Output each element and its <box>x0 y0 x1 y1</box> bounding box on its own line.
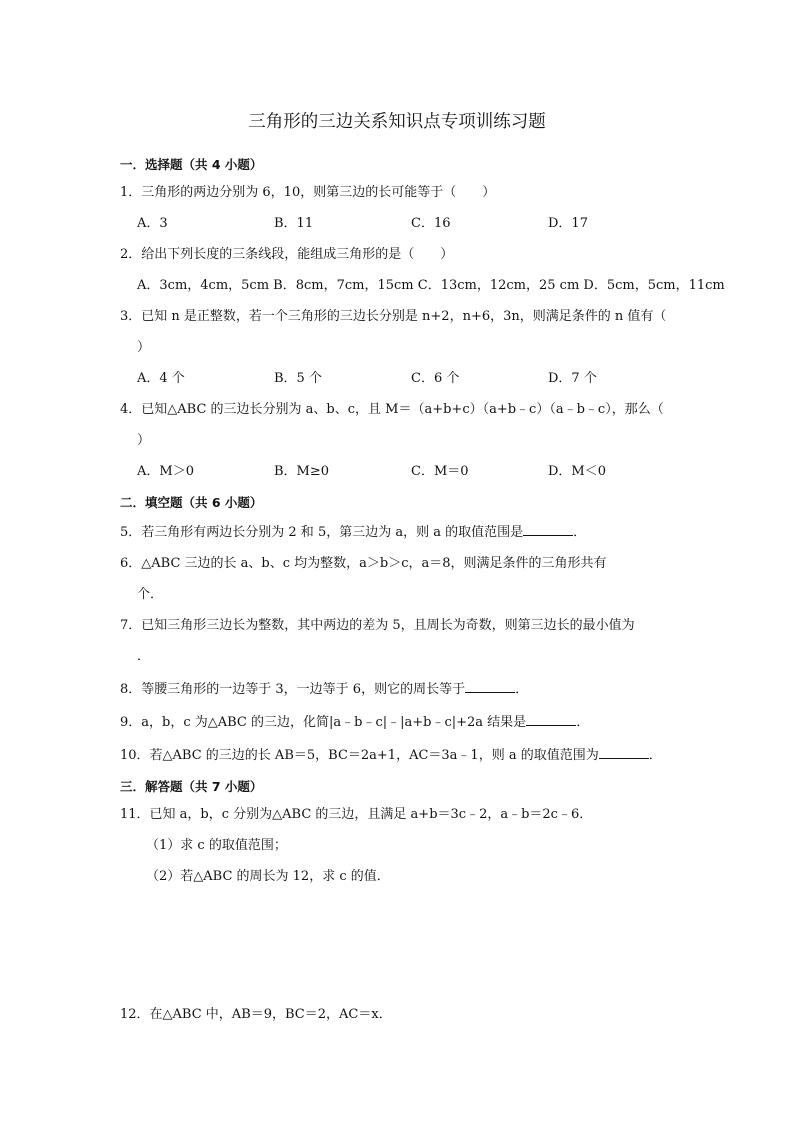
question-11-part-1: （1）求 c 的取值范围； <box>146 838 287 853</box>
answer-space <box>120 898 674 1005</box>
question-11: 11．已知 a，b，c 分别为△ABC 的三边，且满足 a+b＝3c﹣2，a﹣b＝2c﹣6． <box>120 807 593 822</box>
option-a: A．4 个 <box>137 371 185 386</box>
option-d: D．17 <box>548 216 588 231</box>
option-b: B．5 个 <box>274 371 322 386</box>
question-5-end: ． <box>573 525 587 540</box>
question-3-options <box>120 369 674 389</box>
question-8 <box>120 678 674 700</box>
section-multiple-choice: 一．选择题（共 4 小题） <box>120 157 263 172</box>
option-c: C．6 个 <box>411 371 460 386</box>
question-8-end: ． <box>515 682 529 697</box>
question-2: 2．给出下列长度的三条线段，能组成三角形的是（ ） <box>120 247 454 262</box>
question-7: 7．已知三角形三边长为整数，其中两边的差为 5，且周长为奇数，则第三边长的最小值为 <box>120 618 635 633</box>
question-7-continuation: ． <box>137 649 151 664</box>
answer-blank <box>523 521 573 536</box>
option-b: B．M≥0 <box>274 464 330 479</box>
question-2-options: A．3cm，4cm，5cm B．8cm，7cm，15cm C．13cm，12cm，25 cm D．5cm，5cm，11cm <box>137 278 725 293</box>
question-10-stem: 10．若△ABC 的三边的长 AB＝5，BC＝2a+1，AC＝3a﹣1，则 a 的取值范围为 <box>120 748 599 763</box>
option-c: C．M＝0 <box>411 464 469 479</box>
page-title: 三角形的三边关系知识点专项训练习题 <box>248 112 546 132</box>
option-d: D．M＜0 <box>548 464 607 479</box>
question-5 <box>120 521 674 543</box>
option-a: A．3 <box>137 216 168 231</box>
question-4-options <box>120 462 674 482</box>
question-6: 6．△ABC 三边的长 a、b、c 均为整数，a＞b＞c，a＝8，则满足条件的三角形共有 <box>120 556 607 571</box>
answer-blank <box>526 711 576 726</box>
option-d: D．7 个 <box>548 371 597 386</box>
section-solution: 三．解答题（共 7 小题） <box>120 779 263 794</box>
question-5-stem: 5．若三角形有两边长分别为 2 和 5，第三边为 a，则 a 的取值范围是 <box>120 525 524 540</box>
question-1-options <box>120 214 674 234</box>
question-10 <box>120 744 674 766</box>
question-10-end: ． <box>648 748 662 763</box>
question-11-part-2: （2）若△ABC 的周长为 12，求 c 的值． <box>146 869 390 884</box>
question-9-stem: 9．a，b，c 为△ABC 的三边，化简|a﹣b﹣c|﹣|a+b﹣c|+2a 结果是 <box>120 715 527 730</box>
question-4-continuation: ） <box>137 433 151 448</box>
question-6-continuation: 个． <box>137 587 164 602</box>
question-12: 12．在△ABC 中，AB＝9，BC＝2，AC＝x． <box>120 1007 392 1022</box>
question-4: 4．已知△ABC 的三边长分别为 a、b、c，且 M＝（a+b+c）（a+b﹣c）（a﹣b﹣c），那么（ <box>120 402 664 417</box>
answer-blank <box>599 744 649 759</box>
question-9 <box>120 711 674 733</box>
question-3: 3．已知 n 是正整数，若一个三角形的三边长分别是 n+2，n+6，3n，则满足条件的 n 值有（ <box>120 309 667 324</box>
question-1: 1．三角形的两边分别为 6，10，则第三边的长可能等于（ ） <box>120 185 496 200</box>
option-c: C．16 <box>411 216 451 231</box>
question-3-continuation: ） <box>137 340 151 355</box>
option-b: B．11 <box>274 216 314 231</box>
question-8-stem: 8．等腰三角形的一边等于 3，一边等于 6，则它的周长等于 <box>120 682 466 697</box>
answer-blank <box>465 678 515 693</box>
option-a: A．M＞0 <box>137 464 194 479</box>
section-fill-in: 二．填空题（共 6 小题） <box>120 495 263 510</box>
question-9-end: ． <box>576 715 590 730</box>
